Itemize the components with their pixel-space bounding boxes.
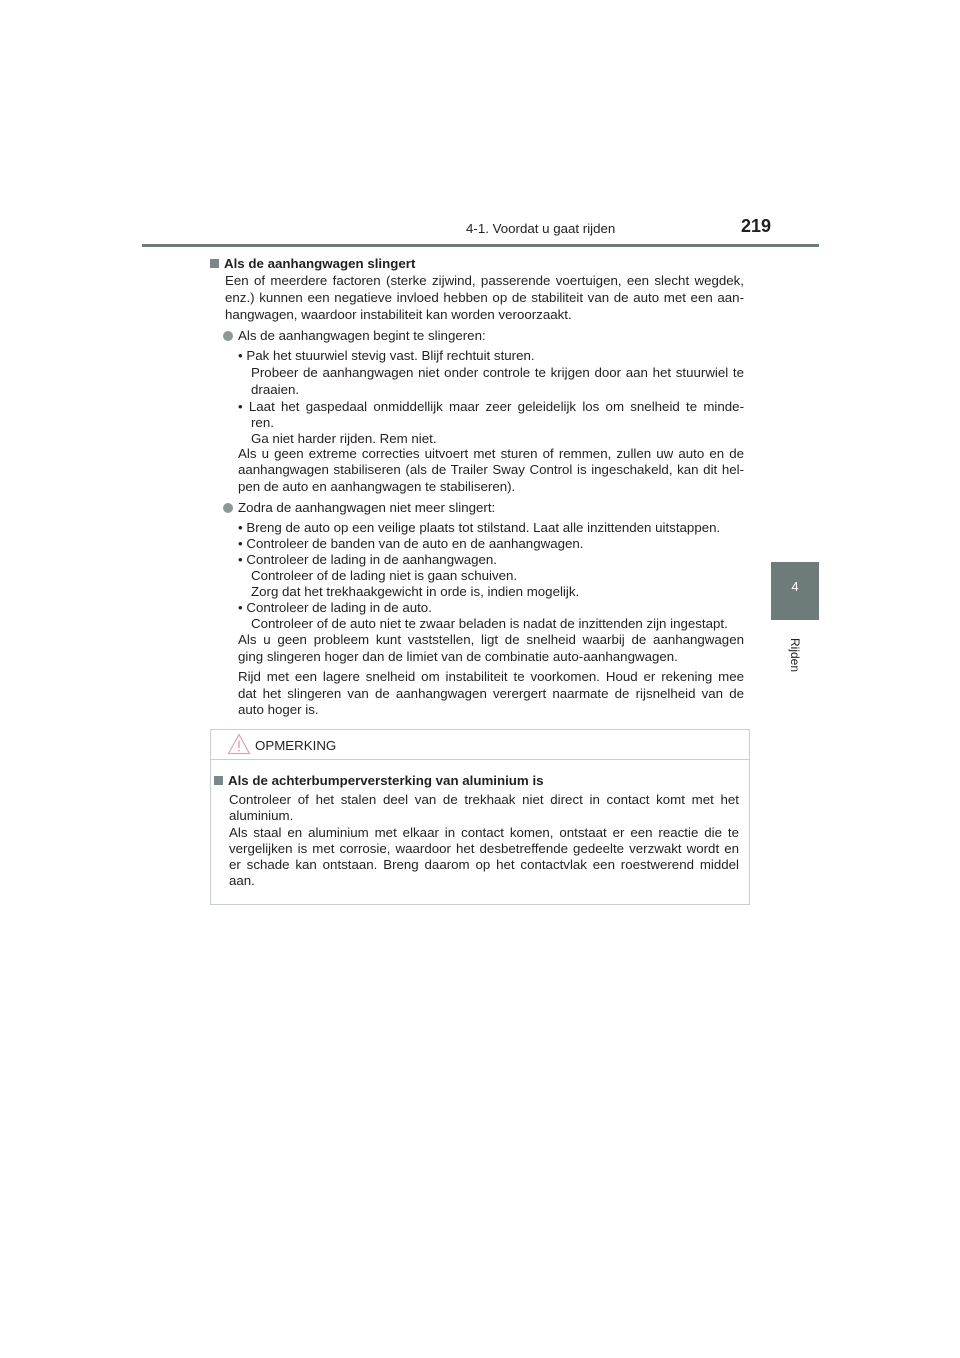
note-heading: Als de achterbumperversterking van aluminium is <box>214 773 544 789</box>
sub-item: Ga niet harder rijden. Rem niet. <box>251 431 437 446</box>
closing-line: auto hoger is. <box>238 702 319 717</box>
note-line: aluminium. <box>229 808 294 823</box>
note-box <box>210 729 750 905</box>
sub-item: draaien. <box>251 382 300 397</box>
section-heading: Als de aanhangwagen slingert <box>210 256 415 272</box>
sub-item: ren. <box>251 415 274 430</box>
sub-item: • Breng de auto op een veilige plaats tot stilstand. Laat alle inzittenden uitstappen. <box>238 520 721 535</box>
sub-item: Controleer of de lading niet is gaan schuiven. <box>251 568 518 583</box>
body-line: pen de auto en aanhangwagen te stabiliseren). <box>238 479 516 494</box>
square-bullet-icon <box>210 259 219 268</box>
chapter-number: 4 <box>791 579 799 594</box>
body-line: Als u geen probleem kunt vaststellen, ligt de snelheid waarbij de aanhangwagen <box>238 632 744 647</box>
note-line: Als staal en aluminium met elkaar in contact komen, ontstaat er een reactie die te <box>229 825 739 840</box>
intro-line: hangwagen, waardoor instabiliteit kan worden veroorzaakt. <box>225 307 572 322</box>
sub-item: • Pak het stuurwiel stevig vast. Blijf rechtuit sturen. <box>238 348 535 363</box>
circle-bullet-icon <box>223 503 233 513</box>
body-line: aanhangwagen stabiliseren (als de Trailer Sway Control is ingeschakeld, kan dit hel- <box>238 462 744 477</box>
note-title: OPMERKING <box>255 738 337 753</box>
closing-line: Rijd met een lagere snelheid om instabiliteit te voorkomen. Houd er rekening mee <box>238 669 744 684</box>
intro-line: Een of meerdere factoren (sterke zijwind, passerende voertuigen, een slecht wegdek, <box>225 273 744 288</box>
page-number: 219 <box>741 216 772 236</box>
sub-item: Controleer of de auto niet te zwaar beladen is nadat de inzittenden zijn ingestapt. <box>251 616 728 631</box>
note-line: Controleer of het stalen deel van de trekhaak niet direct in contact komt met het <box>229 792 739 807</box>
section-title: 4-1. Voordat u gaat rijden <box>466 221 616 236</box>
circle-bullet-icon <box>223 331 233 341</box>
sub-item: Probeer de aanhangwagen niet onder controle te krijgen door aan het stuurwiel te <box>251 365 744 380</box>
sub-item: • Laat het gaspedaal onmiddellijk maar zeer geleidelijk los om snelheid te minde- <box>238 399 744 414</box>
body-line: ging slingeren hoger dan de limiet van de combinatie auto-aanhangwagen. <box>238 649 678 664</box>
body-line: Als u geen extreme correcties uitvoert met sturen of remmen, zullen uw auto en de <box>238 446 744 461</box>
chapter-tab <box>771 562 819 620</box>
note-header <box>211 730 749 760</box>
warning-triangle-icon <box>227 733 251 755</box>
list-item: Als de aanhangwagen begint te slingeren: <box>223 328 486 344</box>
square-bullet-icon <box>214 776 223 785</box>
note-line: er schade kan ontstaan. Breng daarom op het contactvlak een roestwerend middel <box>229 857 739 872</box>
list-item: Zodra de aanhangwagen niet meer slingert: <box>223 500 495 516</box>
sub-item: • Controleer de lading in de auto. <box>238 600 432 615</box>
sub-item: • Controleer de banden van de auto en de aanhangwagen. <box>238 536 584 551</box>
header-divider <box>142 244 819 247</box>
chapter-label: Rijden <box>788 637 802 673</box>
sub-item: Zorg dat het trekhaakgewicht in orde is, indien mogelijk. <box>251 584 580 599</box>
intro-line: enz.) kunnen een negatieve invloed hebben op de stabiliteit van de auto met een aan- <box>225 290 744 305</box>
sub-item: • Controleer de lading in de aanhangwagen. <box>238 552 497 567</box>
closing-line: dat het slingeren van de aanhangwagen verergert naarmate de rijsnelheid van de <box>238 686 744 701</box>
note-line: vergelijken is met corrosie, waardoor het desbetreffende gedeelte verzwakt wordt en <box>229 841 739 856</box>
note-line: aan. <box>229 873 255 888</box>
